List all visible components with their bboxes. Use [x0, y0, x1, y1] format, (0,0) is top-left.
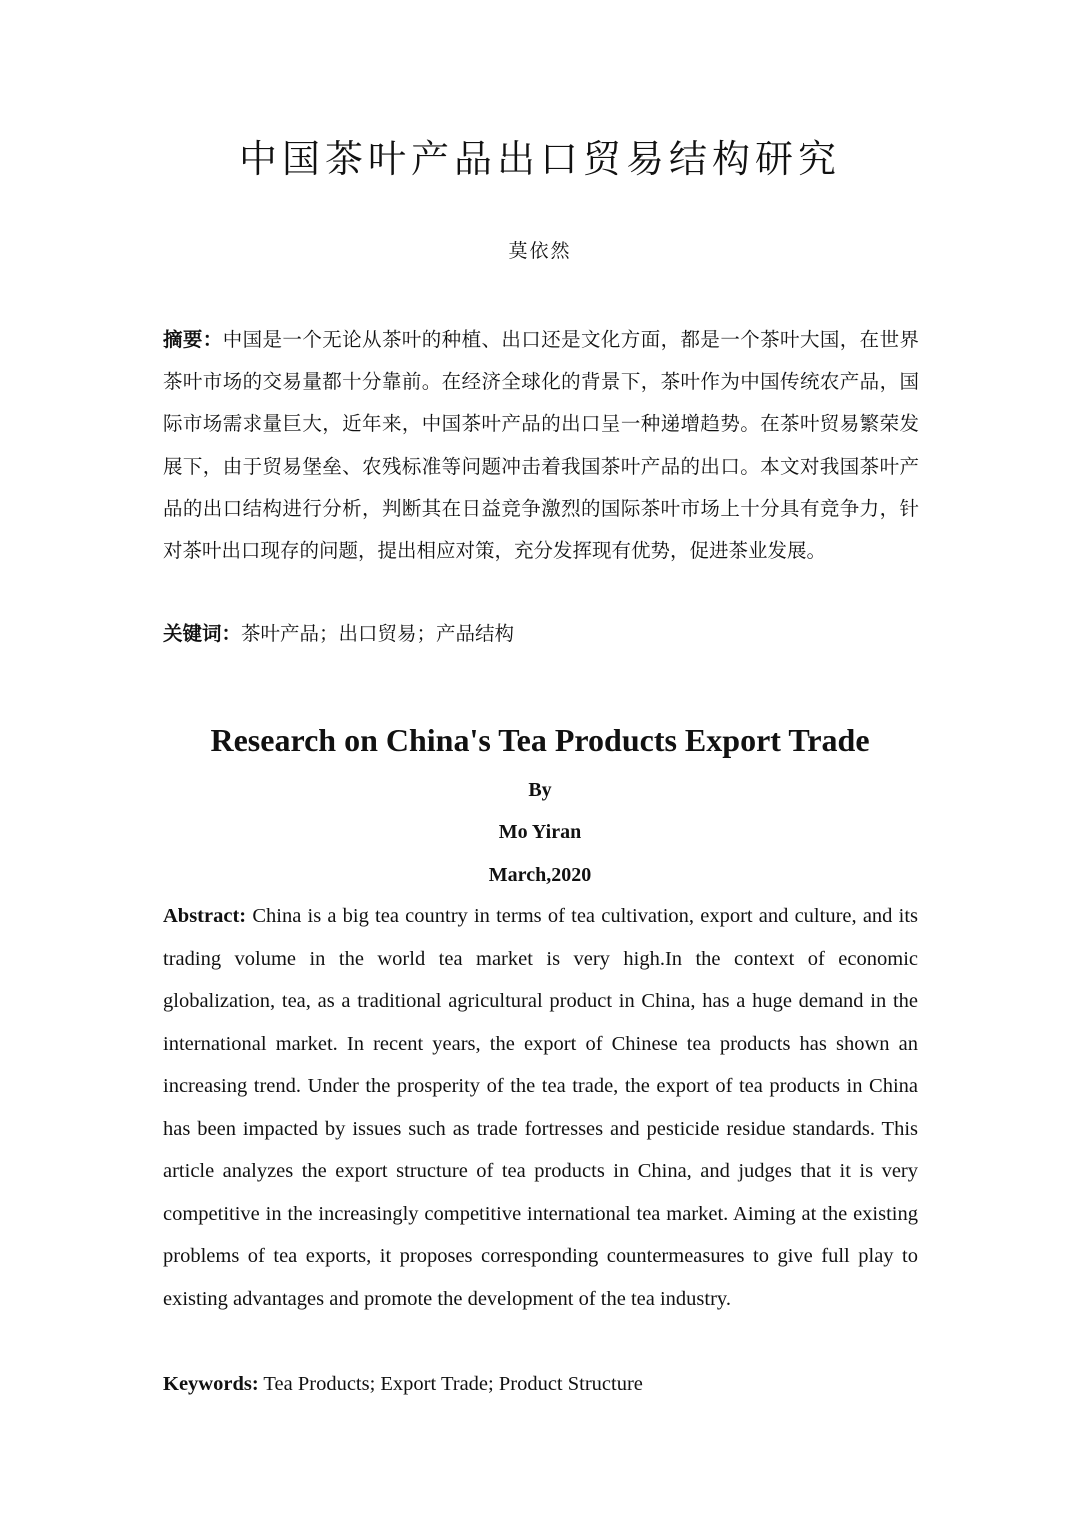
chinese-keywords: [163, 614, 919, 654]
english-keywords: [163, 1363, 918, 1405]
english-author: Mo Yiran: [498, 821, 582, 843]
english-by-line: By: [528, 779, 552, 801]
chinese-abstract-label: 摘要：: [163, 328, 223, 351]
english-abstract: [163, 895, 918, 1320]
chinese-abstract: [163, 319, 919, 572]
chinese-keywords-text: 茶叶产品；出口贸易；产品结构: [241, 622, 515, 645]
chinese-author: 莫依然: [508, 240, 572, 262]
chinese-title: 中国茶叶产品出口贸易结构研究: [238, 137, 841, 181]
english-abstract-label: Abstract:: [163, 905, 247, 927]
chinese-keywords-label: 关键词：: [163, 622, 242, 645]
english-keywords-text: Tea Products; Export Trade; Product Structure: [263, 1373, 643, 1395]
english-title: Research on China's Tea Products Export Trade: [210, 722, 870, 758]
chinese-abstract-text: 中国是一个无论从茶叶的种植、出口还是文化方面，都是一个茶叶大国，在世界茶叶市场的交易量都十分靠前。在经济全球化的背景下，茶叶作为中国传统农产品，国际市场需求量巨大，近年来，中国茶叶产品的出口呈一种递增趋势。在茶叶贸易繁荣发展下，由于贸易堡垒、农残标准等问题冲击着我国茶叶产品的出口。本文对我国茶叶产品的出口结构进行分析，判断其在日益竞争激烈的国际茶叶市场上十分具有竞争力，针对茶叶出口现存的问题，提出相应对策，充分发挥现有优势，促进茶业发展。: [163, 328, 919, 563]
english-date: March,2020: [488, 864, 592, 886]
english-abstract-text: China is a big tea country in terms of tea cultivation, export and culture, and its trading volume in the world tea market is very high.In the context of economic globalization, tea, as a traditional agricultural product in China, has a huge demand in the international market. In recent years, the export of Chinese tea products has shown an increasing trend. Under the prosperity of the tea trade, the export of tea products in China has been impacted by issues such as trade fortresses and pesticide residue standards. This article analyzes the export structure of tea products in China, and judges that it is very competitive in the increasingly competitive international tea market. Aiming at the existing problems of tea exports, it proposes corresponding countermeasures to give full play to existing advantages and promote the development of the tea industry.: [163, 905, 918, 1310]
english-keywords-label: Keywords:: [163, 1373, 259, 1395]
